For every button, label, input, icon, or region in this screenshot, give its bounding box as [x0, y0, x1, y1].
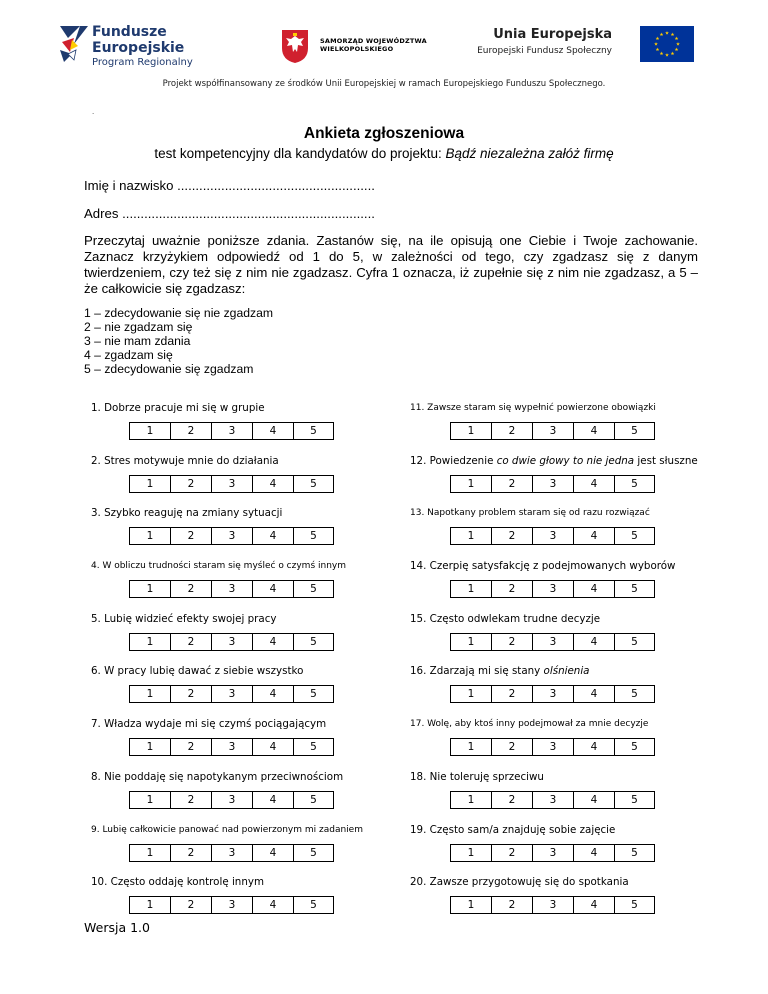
rating-option-4[interactable]: 4 [252, 738, 293, 756]
rating-option-2[interactable]: 2 [170, 633, 211, 651]
rating-option-2[interactable]: 2 [170, 791, 211, 809]
cofunding-note: Projekt współfinansowany ze środków Unii Europejskiej w ramach Europejskiego Funduszu Społecznego. [162, 79, 606, 89]
rating-option-2[interactable]: 2 [491, 475, 532, 493]
rating-option-5[interactable]: 5 [614, 896, 655, 914]
scale-item: 1 – zdecydowanie się nie zgadzam [84, 306, 274, 320]
question-label-emphasis: co dwie głowy to nie jedna [496, 454, 635, 467]
question-label: 1. Dobrze pracuje mi się w grupie [91, 402, 265, 414]
question-item [91, 613, 421, 666]
rating-option-5[interactable]: 5 [293, 475, 334, 493]
question-label-emphasis: olśnienia [543, 665, 590, 678]
question-label: 18. Nie toleruję sprzeciwu [410, 770, 544, 783]
rating-option-2[interactable]: 2 [491, 896, 532, 914]
unia-europejska-logo [477, 24, 700, 68]
rating-option-1[interactable]: 1 [129, 580, 170, 598]
rating-option-1[interactable]: 1 [129, 422, 170, 440]
rating-scale [450, 896, 740, 914]
question-label: 17. Wolę, aby ktoś inny podejmował za mnie decyzje [410, 719, 649, 730]
rating-option-4[interactable]: 4 [252, 580, 293, 598]
fe-logo-line2: Europejskie [92, 40, 185, 56]
wlkp-logo-line2: WIELKOPOLSKIEGO [320, 45, 394, 53]
rating-option-1[interactable]: 1 [450, 896, 491, 914]
question-label: 8. Nie poddaję się napotykanym przeciwnościom [91, 770, 344, 783]
rating-option-4[interactable]: 4 [573, 791, 614, 809]
rating-option-1[interactable]: 1 [129, 738, 170, 756]
rating-option-4[interactable]: 4 [573, 580, 614, 598]
rating-option-1[interactable]: 1 [129, 633, 170, 651]
rating-option-3[interactable]: 3 [532, 844, 573, 862]
rating-option-3[interactable]: 3 [211, 844, 252, 862]
question-item [91, 402, 421, 455]
rating-option-1[interactable]: 1 [129, 527, 170, 545]
rating-option-5[interactable]: 5 [293, 791, 334, 809]
rating-option-2[interactable]: 2 [491, 580, 532, 598]
rating-option-2[interactable]: 2 [491, 527, 532, 545]
subtitle-prefix: test kompetencyjny dla kandydatów do projektu: [154, 146, 446, 161]
rating-option-5[interactable]: 5 [293, 580, 334, 598]
rating-scale [450, 685, 740, 703]
rating-option-5[interactable]: 5 [293, 527, 334, 545]
rating-option-3[interactable]: 3 [211, 527, 252, 545]
rating-option-1[interactable]: 1 [450, 738, 491, 756]
rating-option-2[interactable]: 2 [170, 896, 211, 914]
rating-option-2[interactable]: 2 [491, 685, 532, 703]
rating-option-2[interactable]: 2 [170, 527, 211, 545]
rating-option-2[interactable]: 2 [170, 422, 211, 440]
rating-option-4[interactable]: 4 [573, 633, 614, 651]
fe-logo-line1: Fundusze [92, 24, 167, 40]
rating-option-5[interactable]: 5 [614, 738, 655, 756]
questions-left-column [91, 402, 421, 929]
scale-legend [84, 307, 273, 377]
question-label: 7. Władza wydaje mi się czymś pociągającym [91, 718, 327, 731]
rating-option-3[interactable]: 3 [532, 580, 573, 598]
rating-option-5[interactable]: 5 [614, 685, 655, 703]
rating-option-4[interactable]: 4 [573, 896, 614, 914]
rating-scale [450, 527, 740, 545]
rating-option-3[interactable]: 3 [532, 422, 573, 440]
question-label: 3. Szybko reaguję na zmiany sytuacji [91, 507, 283, 520]
question-label-part: 12. Powiedzenie [410, 454, 497, 467]
rating-option-3[interactable]: 3 [211, 738, 252, 756]
subtitle-project: Bądź niezależna załóż firmę [445, 146, 614, 161]
rating-option-3[interactable]: 3 [532, 527, 573, 545]
rating-option-1[interactable]: 1 [129, 685, 170, 703]
question-label: 14. Czerpię satysfakcję z podejmowanych wyborów [410, 560, 676, 573]
rating-option-3[interactable]: 3 [211, 896, 252, 914]
rating-scale [129, 580, 421, 598]
fundusze-europejskie-logo [58, 24, 208, 66]
rating-option-2[interactable]: 2 [491, 844, 532, 862]
rating-option-1[interactable]: 1 [450, 633, 491, 651]
question-label: 13. Napotkany problem staram się od razu rozwiązać [410, 508, 650, 519]
question-item [91, 824, 421, 877]
rating-option-4[interactable]: 4 [252, 475, 293, 493]
question-label: 10. Często oddaję kontrolę innym [91, 876, 264, 889]
rating-option-4[interactable]: 4 [252, 633, 293, 651]
scale-item: 3 – nie mam zdania [84, 333, 191, 348]
rating-scale [450, 422, 740, 440]
rating-option-3[interactable]: 3 [211, 475, 252, 493]
rating-option-3[interactable]: 3 [532, 896, 573, 914]
question-label [410, 665, 740, 685]
rating-option-4[interactable]: 4 [573, 527, 614, 545]
question-label: 11. Zawsze staram się wypełnić powierzone obowiązki [410, 403, 656, 413]
rating-option-1[interactable]: 1 [129, 896, 170, 914]
rating-option-4[interactable]: 4 [573, 685, 614, 703]
rating-option-3[interactable]: 3 [211, 580, 252, 598]
rating-option-2[interactable]: 2 [491, 738, 532, 756]
rating-option-1[interactable]: 1 [450, 422, 491, 440]
rating-option-5[interactable]: 5 [293, 422, 334, 440]
rating-option-1[interactable]: 1 [129, 475, 170, 493]
rating-scale [129, 896, 421, 914]
question-item [410, 824, 740, 877]
rating-option-2[interactable]: 2 [170, 475, 211, 493]
eu-flag-icon [640, 26, 694, 62]
question-item [410, 455, 740, 508]
page-title: Ankieta zgłoszeniowa [303, 125, 465, 142]
rating-option-3[interactable]: 3 [532, 738, 573, 756]
rating-option-5[interactable]: 5 [614, 475, 655, 493]
rating-scale [129, 527, 421, 545]
rating-option-5[interactable]: 5 [614, 580, 655, 598]
rating-option-5[interactable]: 5 [293, 844, 334, 862]
rating-option-5[interactable]: 5 [293, 685, 334, 703]
rating-option-4[interactable]: 4 [573, 844, 614, 862]
question-item [91, 665, 421, 718]
rating-scale [129, 844, 421, 862]
rating-option-1[interactable]: 1 [450, 475, 491, 493]
rating-option-1[interactable]: 1 [129, 844, 170, 862]
question-label: 2. Stres motywuje mnie do działania [91, 454, 279, 467]
wielkopolska-logo [280, 28, 450, 64]
eagle-shield-icon [280, 28, 310, 64]
name-field[interactable]: Imię i nazwisko ...................................................... [84, 178, 375, 193]
question-item [410, 876, 740, 929]
rating-option-2[interactable]: 2 [170, 844, 211, 862]
rating-option-5[interactable]: 5 [293, 896, 334, 914]
question-label: 15. Często odwlekam trudne decyzje [410, 612, 601, 625]
rating-option-4[interactable]: 4 [252, 527, 293, 545]
rating-scale [450, 580, 740, 598]
rating-option-5[interactable]: 5 [614, 633, 655, 651]
rating-scale [129, 791, 421, 809]
ue-logo-line2: Europejski Fundusz Społeczny [477, 46, 612, 56]
rating-option-2[interactable]: 2 [491, 422, 532, 440]
rating-option-3[interactable]: 3 [532, 685, 573, 703]
question-item [91, 771, 421, 824]
rating-option-4[interactable]: 4 [252, 844, 293, 862]
rating-option-1[interactable]: 1 [450, 685, 491, 703]
scale-item: 5 – zdecydowanie się zgadzam [84, 361, 254, 376]
rating-option-2[interactable]: 2 [491, 633, 532, 651]
rating-option-3[interactable]: 3 [211, 685, 252, 703]
rating-option-2[interactable]: 2 [170, 738, 211, 756]
question-item [91, 718, 421, 771]
ue-logo-line1: Unia Europejska [493, 27, 612, 42]
rating-scale [450, 844, 740, 862]
rating-option-5[interactable]: 5 [614, 527, 655, 545]
rating-option-5[interactable]: 5 [293, 738, 334, 756]
question-label [410, 455, 740, 475]
rating-scale [129, 475, 421, 493]
rating-option-4[interactable]: 4 [252, 685, 293, 703]
questions-right-column [410, 402, 740, 929]
rating-option-3[interactable]: 3 [532, 633, 573, 651]
rating-scale [450, 475, 740, 493]
question-label: 9. Lubię całkowicie panować nad powierzonym mi zadaniem [91, 824, 363, 835]
rating-option-3[interactable]: 3 [532, 475, 573, 493]
scale-item: 4 – zgadzam się [84, 347, 173, 362]
rating-scale [450, 738, 740, 756]
rating-option-1[interactable]: 1 [450, 844, 491, 862]
rating-option-3[interactable]: 3 [532, 791, 573, 809]
question-item [91, 455, 421, 508]
question-item [410, 665, 740, 718]
rating-option-2[interactable]: 2 [170, 580, 211, 598]
rating-option-2[interactable]: 2 [491, 791, 532, 809]
scale-item: 2 – nie zgadzam się [84, 319, 193, 334]
question-label: 4. W obliczu trudności staram się myśleć o czymś innym [91, 561, 346, 572]
stray-dot: . [92, 107, 95, 116]
rating-scale [450, 633, 740, 651]
question-item [410, 771, 740, 824]
question-item [410, 718, 740, 771]
rating-option-5[interactable]: 5 [614, 422, 655, 440]
rating-scale [129, 633, 421, 651]
question-label: 6. W pracy lubię dawać z siebie wszystko [91, 665, 304, 678]
rating-option-4[interactable]: 4 [573, 475, 614, 493]
question-item [91, 507, 421, 560]
question-item [410, 613, 740, 666]
question-label-part: 16. Zdarzają mi się stany [410, 665, 544, 678]
question-item [91, 560, 421, 613]
rating-option-2[interactable]: 2 [170, 685, 211, 703]
wlkp-logo-line1: SAMORZĄD WOJEWÓDZTWA [320, 37, 427, 45]
question-label-part: jest słuszne [634, 454, 698, 467]
rating-option-4[interactable]: 4 [573, 738, 614, 756]
question-label: 20. Zawsze przygotowuję się do spotkania [410, 876, 629, 889]
question-item [410, 507, 740, 560]
question-label: 5. Lubię widzieć efekty swojej pracy [91, 612, 277, 625]
rating-option-1[interactable]: 1 [129, 791, 170, 809]
question-item [410, 560, 740, 613]
rating-option-4[interactable]: 4 [252, 791, 293, 809]
rating-option-4[interactable]: 4 [252, 422, 293, 440]
question-label: 19. Często sam/a znajduję sobie zajęcie [410, 823, 616, 836]
fe-logo-line3: Program Regionalny [92, 57, 193, 68]
fe-star-icon [58, 24, 94, 64]
question-item [410, 402, 740, 455]
rating-option-3[interactable]: 3 [211, 633, 252, 651]
page-subtitle [0, 146, 768, 161]
rating-option-5[interactable]: 5 [614, 791, 655, 809]
rating-option-1[interactable]: 1 [450, 791, 491, 809]
rating-scale [129, 685, 421, 703]
rating-scale [450, 791, 740, 809]
rating-option-4[interactable]: 4 [252, 896, 293, 914]
rating-option-1[interactable]: 1 [450, 580, 491, 598]
instructions-text: Przeczytaj uważnie poniższe zdania. Zastanów się, na ile opisują one Ciebie i Twoje zachowanie. Zaznacz krzyżykiem odpowiedź od 1 do 5, w zależności od tego, czy zgadzasz się z danym twierdzeniem, czy też się z nim nie zgadzasz. Cyfra 1 oznacza, iż zupełnie się z nim nie zgadzasz, a 5 – że całkowicie się zgadzasz: [84, 233, 698, 296]
rating-scale [129, 422, 421, 440]
version-label: Wersja 1.0 [84, 920, 150, 935]
rating-option-3[interactable]: 3 [211, 422, 252, 440]
rating-option-1[interactable]: 1 [450, 527, 491, 545]
rating-scale [129, 738, 421, 756]
rating-option-4[interactable]: 4 [573, 422, 614, 440]
address-field[interactable]: Adres ..................................................................... [84, 206, 375, 221]
rating-option-5[interactable]: 5 [293, 633, 334, 651]
rating-option-5[interactable]: 5 [614, 844, 655, 862]
rating-option-3[interactable]: 3 [211, 791, 252, 809]
